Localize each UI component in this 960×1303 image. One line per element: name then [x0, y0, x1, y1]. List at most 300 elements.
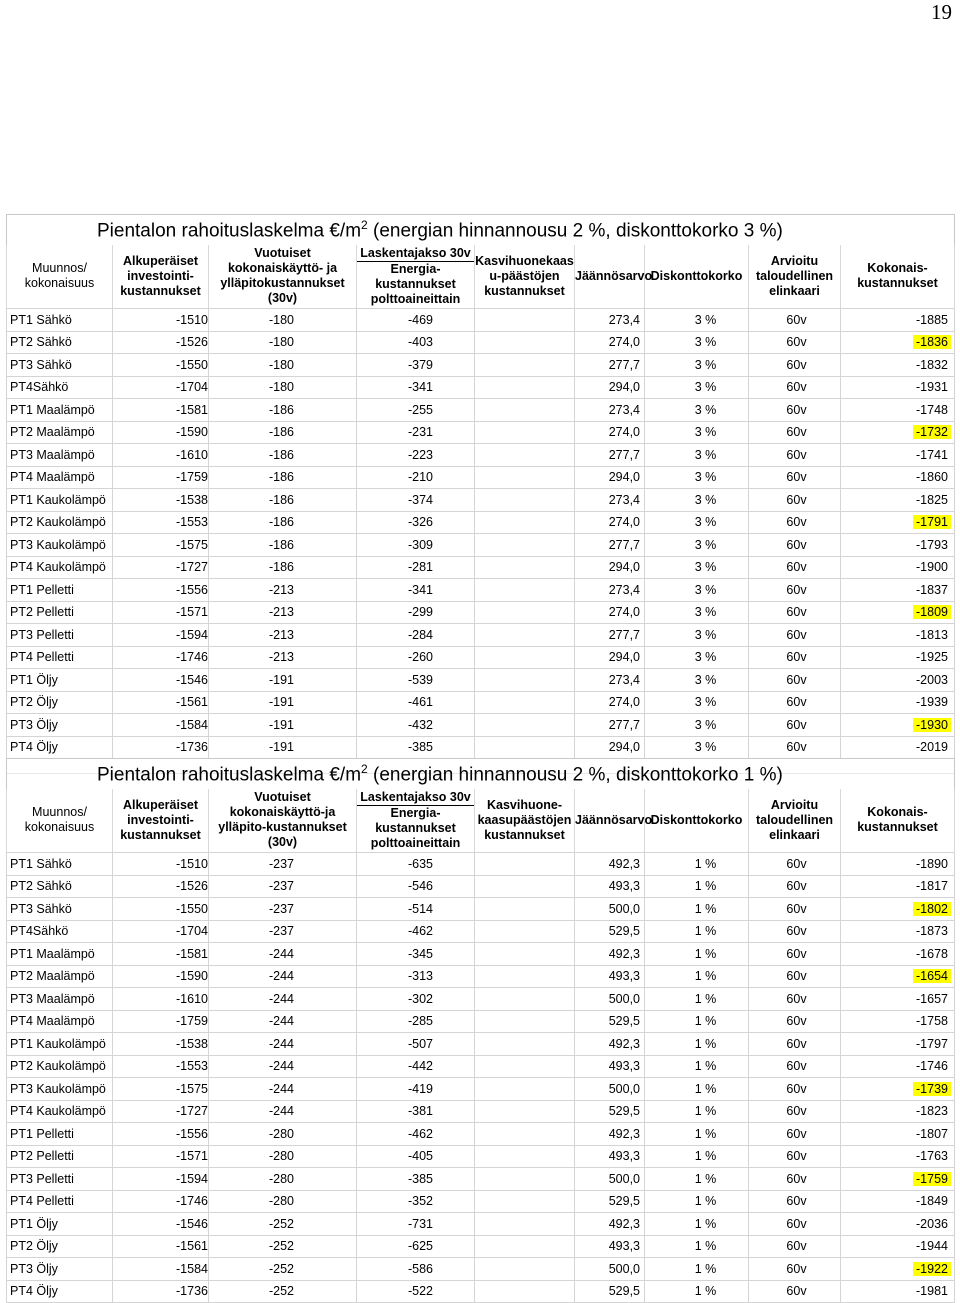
life-value	[749, 399, 841, 422]
annual-value-text: -191	[268, 672, 295, 687]
annual-value	[209, 376, 357, 399]
residual-value-text: 529,5	[608, 1284, 640, 1299]
residual-value	[575, 1145, 645, 1168]
discount-value	[645, 556, 749, 579]
discount-value	[645, 1280, 749, 1303]
annual-value-text: -237	[268, 924, 295, 939]
energy-value-text: -260	[407, 650, 434, 665]
energy-value-text: -522	[407, 1284, 434, 1299]
discount-value-text: 1 %	[694, 1171, 717, 1186]
total-value	[841, 646, 955, 669]
energy-value	[357, 601, 475, 624]
table-row	[7, 624, 955, 647]
row-name	[7, 1123, 113, 1146]
discount-value-text: 3 %	[694, 672, 717, 687]
residual-value	[575, 579, 645, 602]
investment-value	[113, 534, 209, 557]
investment-value	[113, 1055, 209, 1078]
investment-value	[113, 556, 209, 579]
total-value-text: -1860	[916, 470, 948, 485]
residual-value	[575, 1213, 645, 1236]
annual-value-text: -252	[268, 1216, 295, 1231]
discount-value-text: 3 %	[694, 447, 717, 462]
total-value-text: -1944	[916, 1239, 948, 1254]
annual-value-text: -186	[268, 447, 295, 462]
residual-value	[575, 875, 645, 898]
discount-value	[645, 489, 749, 512]
energy-value	[357, 466, 475, 489]
row-name	[7, 421, 113, 444]
row-name	[7, 1033, 113, 1056]
life-value	[749, 601, 841, 624]
investment-value	[113, 1033, 209, 1056]
discount-value	[645, 331, 749, 354]
investment-value	[113, 691, 209, 714]
row-name	[7, 898, 113, 921]
table-row	[7, 421, 955, 444]
investment-value	[113, 1235, 209, 1258]
residual-value	[575, 624, 645, 647]
annual-value-text: -180	[268, 312, 295, 327]
ghg-value	[475, 1078, 575, 1101]
row-name	[7, 376, 113, 399]
annual-value	[209, 556, 357, 579]
row-name-text: PT1 Maalämpö	[10, 402, 95, 417]
row-name	[7, 466, 113, 489]
annual-value-text: -180	[268, 335, 295, 350]
energy-value	[357, 1258, 475, 1281]
residual-value	[575, 444, 645, 467]
energy-value	[357, 399, 475, 422]
header-option: Muunnos/ kokonaisuus	[7, 789, 113, 853]
discount-value	[645, 1100, 749, 1123]
residual-value-text: 529,5	[608, 1104, 640, 1119]
life-value	[749, 534, 841, 557]
ghg-value	[475, 579, 575, 602]
annual-value	[209, 943, 357, 966]
total-value	[841, 988, 955, 1011]
residual-value	[575, 421, 645, 444]
life-value-text: 60v	[786, 1036, 807, 1051]
life-value-text: 60v	[786, 515, 807, 530]
investment-value	[113, 965, 209, 988]
energy-value	[357, 988, 475, 1011]
residual-value	[575, 1168, 645, 1191]
life-value-text: 60v	[786, 1081, 807, 1096]
total-value	[841, 399, 955, 422]
table-row	[7, 331, 955, 354]
row-name	[7, 1010, 113, 1033]
discount-value-text: 3 %	[694, 650, 717, 665]
discount-value-text: 1 %	[694, 1126, 717, 1141]
row-name-text: PT4 Maalämpö	[10, 470, 95, 485]
row-name-text: PT2 Öljy	[10, 1239, 58, 1254]
row-name	[7, 736, 113, 759]
row-name	[7, 1235, 113, 1258]
life-value-text: 60v	[786, 1284, 807, 1299]
annual-value	[209, 511, 357, 534]
row-name-text: PT2 Sähkö	[10, 335, 72, 350]
ghg-value	[475, 1235, 575, 1258]
life-value-text: 60v	[786, 924, 807, 939]
cost-table-discount-1	[6, 758, 955, 1303]
annual-value	[209, 853, 357, 876]
residual-value	[575, 853, 645, 876]
annual-value-text: -252	[268, 1239, 295, 1254]
life-value	[749, 714, 841, 737]
total-value-text: -1925	[916, 650, 948, 665]
header-residual: Jäännösarvo	[575, 789, 645, 853]
energy-value-text: -341	[407, 582, 434, 597]
annual-value	[209, 466, 357, 489]
ghg-value	[475, 943, 575, 966]
table-row	[7, 534, 955, 557]
total-value	[841, 875, 955, 898]
total-value	[841, 853, 955, 876]
row-name-text: PT3 Maalämpö	[10, 447, 95, 462]
discount-value-text: 3 %	[694, 357, 717, 372]
investment-value	[113, 354, 209, 377]
investment-value	[113, 601, 209, 624]
investment-value-text: -1704	[176, 924, 208, 939]
residual-value	[575, 1055, 645, 1078]
life-value-text: 60v	[786, 537, 807, 552]
life-value	[749, 309, 841, 332]
annual-value	[209, 1258, 357, 1281]
life-value	[749, 1213, 841, 1236]
total-value	[841, 920, 955, 943]
energy-value-text: -586	[407, 1261, 434, 1276]
total-value	[841, 669, 955, 692]
discount-value-text: 1 %	[694, 924, 717, 939]
energy-value	[357, 309, 475, 332]
residual-value-text: 273,4	[608, 402, 640, 417]
row-name	[7, 624, 113, 647]
header-annual: Vuotuiset kokonaiskäyttö-ja ylläpito-kustannukset (30v)	[209, 789, 357, 853]
annual-value-text: -191	[268, 695, 295, 710]
total-value	[841, 898, 955, 921]
residual-value	[575, 1190, 645, 1213]
header-ghg: Kasvihuonekaas u-päästöjen kustannukset	[475, 245, 575, 309]
life-value	[749, 556, 841, 579]
row-name-text: PT2 Maalämpö	[10, 425, 95, 440]
ghg-value	[475, 1010, 575, 1033]
row-name-text: PT1 Öljy	[10, 1216, 58, 1231]
row-name-text: PT2 Kaukolämpö	[10, 515, 106, 530]
annual-value-text: -186	[268, 425, 295, 440]
life-value-text: 60v	[786, 1194, 807, 1209]
residual-value	[575, 1078, 645, 1101]
total-value-text: -1890	[916, 856, 948, 871]
residual-value-text: 274,0	[608, 335, 640, 350]
total-value	[841, 1010, 955, 1033]
life-value-text: 60v	[786, 1239, 807, 1254]
energy-value	[357, 1190, 475, 1213]
investment-value-text: -1561	[176, 1239, 208, 1254]
residual-value-text: 294,0	[608, 560, 640, 575]
ghg-value	[475, 354, 575, 377]
residual-value-text: 500,0	[608, 1081, 640, 1096]
energy-value	[357, 444, 475, 467]
ghg-value	[475, 309, 575, 332]
energy-value-text: -385	[407, 1171, 434, 1186]
ghg-value	[475, 1033, 575, 1056]
life-value	[749, 1168, 841, 1191]
table-row	[7, 1100, 955, 1123]
investment-value	[113, 920, 209, 943]
discount-value-text: 1 %	[694, 991, 717, 1006]
discount-value-text: 1 %	[694, 1081, 717, 1096]
table-row	[7, 691, 955, 714]
ghg-value	[475, 601, 575, 624]
investment-value-text: -1550	[176, 901, 208, 916]
residual-value-text: 493,3	[608, 1149, 640, 1164]
total-value	[841, 556, 955, 579]
table-row	[7, 1123, 955, 1146]
investment-value-text: -1590	[176, 425, 208, 440]
life-value-text: 60v	[786, 901, 807, 916]
header-investment: Alkuperäiset investointi-kustannukset	[113, 245, 209, 309]
discount-value-text: 1 %	[694, 901, 717, 916]
annual-value	[209, 1280, 357, 1303]
highlighted-total: -1922	[913, 1262, 951, 1276]
total-value-text: -1885	[916, 312, 948, 327]
energy-value-text: -635	[407, 856, 434, 871]
investment-value-text: -1546	[176, 672, 208, 687]
residual-value-text: 529,5	[608, 1194, 640, 1209]
energy-value	[357, 691, 475, 714]
annual-value	[209, 1010, 357, 1033]
energy-value-text: -462	[407, 1126, 434, 1141]
ghg-value	[475, 421, 575, 444]
row-name	[7, 579, 113, 602]
row-name-text: PT1 Sähkö	[10, 312, 72, 327]
life-value	[749, 853, 841, 876]
discount-value	[645, 466, 749, 489]
annual-value-text: -280	[268, 1149, 295, 1164]
discount-value-text: 1 %	[694, 946, 717, 961]
investment-value	[113, 421, 209, 444]
table-row	[7, 556, 955, 579]
life-value	[749, 1010, 841, 1033]
total-value-text: -1931	[916, 380, 948, 395]
investment-value	[113, 1010, 209, 1033]
annual-value-text: -186	[268, 492, 295, 507]
annual-value-text: -244	[268, 1104, 295, 1119]
row-name	[7, 354, 113, 377]
total-value-text: -2036	[916, 1216, 948, 1231]
annual-value-text: -186	[268, 537, 295, 552]
life-value	[749, 1190, 841, 1213]
annual-value-text: -244	[268, 1059, 295, 1074]
life-value-text: 60v	[786, 879, 807, 894]
life-value	[749, 646, 841, 669]
residual-value-text: 274,0	[608, 425, 640, 440]
energy-value	[357, 898, 475, 921]
annual-value-text: -213	[268, 605, 295, 620]
energy-value	[357, 1213, 475, 1236]
highlighted-total: -1802	[913, 902, 951, 916]
life-value-text: 60v	[786, 740, 807, 755]
residual-value	[575, 965, 645, 988]
annual-value-text: -244	[268, 991, 295, 1006]
header-ghg: Kasvihuone-kaasupäästöjen kustannukset	[475, 789, 575, 853]
annual-value-text: -244	[268, 1036, 295, 1051]
energy-value-text: -625	[407, 1239, 434, 1254]
residual-value	[575, 399, 645, 422]
total-value-text: -1825	[916, 492, 948, 507]
energy-value-text: -462	[407, 924, 434, 939]
annual-value	[209, 1055, 357, 1078]
table-row	[7, 1033, 955, 1056]
row-name-text: PT4 Öljy	[10, 740, 58, 755]
energy-value	[357, 1055, 475, 1078]
investment-value	[113, 669, 209, 692]
discount-value-text: 1 %	[694, 1239, 717, 1254]
annual-value-text: -252	[268, 1284, 295, 1299]
ghg-value	[475, 331, 575, 354]
annual-value-text: -244	[268, 1014, 295, 1029]
row-name-text: PT1 Pelletti	[10, 582, 74, 597]
investment-value-text: -1550	[176, 357, 208, 372]
residual-value-text: 492,3	[608, 1126, 640, 1141]
discount-value-text: 1 %	[694, 856, 717, 871]
life-value-text: 60v	[786, 357, 807, 372]
table-row	[7, 1010, 955, 1033]
total-value	[841, 1123, 955, 1146]
row-name	[7, 853, 113, 876]
discount-value	[645, 714, 749, 737]
investment-value-text: -1538	[176, 1036, 208, 1051]
energy-value	[357, 646, 475, 669]
life-value-text: 60v	[786, 492, 807, 507]
energy-value-text: -442	[407, 1059, 434, 1074]
total-value	[841, 1168, 955, 1191]
investment-value	[113, 399, 209, 422]
total-value	[841, 1055, 955, 1078]
ghg-value	[475, 1145, 575, 1168]
header-energy: Laskentajakso 30v Energia-kustannukset polttoaineittain	[357, 245, 475, 309]
residual-value	[575, 601, 645, 624]
total-value-text: -1758	[916, 1014, 948, 1029]
residual-value	[575, 466, 645, 489]
life-value	[749, 624, 841, 647]
total-value	[841, 1033, 955, 1056]
highlighted-total: -1809	[913, 605, 951, 619]
row-name-text: PT3 Öljy	[10, 1261, 58, 1276]
annual-value-text: -213	[268, 582, 295, 597]
life-value	[749, 1123, 841, 1146]
row-name-text: PT3 Kaukolämpö	[10, 537, 106, 552]
ghg-value	[475, 875, 575, 898]
discount-value	[645, 1010, 749, 1033]
total-value	[841, 1190, 955, 1213]
life-value-text: 60v	[786, 312, 807, 327]
life-value-text: 60v	[786, 425, 807, 440]
header-total: Kokonais-kustannukset	[841, 789, 955, 853]
residual-value	[575, 691, 645, 714]
discount-value-text: 3 %	[694, 537, 717, 552]
ghg-value	[475, 1168, 575, 1191]
energy-value	[357, 511, 475, 534]
investment-value-text: -1759	[176, 1014, 208, 1029]
discount-value-text: 3 %	[694, 492, 717, 507]
energy-value-text: -309	[407, 537, 434, 552]
table-title: Pientalon rahoituslaskelma $€/m^2$ (energian hinnannousu 2 %, diskonttokorko 1 %)	[7, 759, 955, 789]
energy-value-text: -341	[407, 380, 434, 395]
residual-value	[575, 943, 645, 966]
energy-value-text: -403	[407, 335, 434, 350]
annual-value-text: -180	[268, 357, 295, 372]
residual-value	[575, 511, 645, 534]
investment-value	[113, 1078, 209, 1101]
annual-value-text: -213	[268, 650, 295, 665]
life-value-text: 60v	[786, 627, 807, 642]
residual-value-text: 500,0	[608, 991, 640, 1006]
header-discount: Diskonttokorko	[645, 245, 749, 309]
energy-value	[357, 1280, 475, 1303]
row-name-text: PT2 Öljy	[10, 695, 58, 710]
residual-value	[575, 1258, 645, 1281]
life-value	[749, 331, 841, 354]
table-row	[7, 579, 955, 602]
annual-value-text: -186	[268, 560, 295, 575]
ghg-value	[475, 988, 575, 1011]
energy-value-text: -461	[407, 695, 434, 710]
ghg-value	[475, 489, 575, 512]
life-value	[749, 943, 841, 966]
energy-value-text: -546	[407, 879, 434, 894]
residual-value	[575, 669, 645, 692]
annual-value	[209, 534, 357, 557]
life-value-text: 60v	[786, 1059, 807, 1074]
discount-value	[645, 965, 749, 988]
residual-value	[575, 988, 645, 1011]
investment-value	[113, 1123, 209, 1146]
total-value	[841, 534, 955, 557]
table-row	[7, 601, 955, 624]
annual-value-text: -191	[268, 740, 295, 755]
total-value	[841, 965, 955, 988]
highlighted-total: -1930	[913, 718, 951, 732]
energy-value	[357, 354, 475, 377]
annual-value	[209, 1100, 357, 1123]
life-value-text: 60v	[786, 1149, 807, 1164]
row-name-text: PT1 Kaukolämpö	[10, 1036, 106, 1051]
residual-value-text: 493,3	[608, 1239, 640, 1254]
table-row	[7, 898, 955, 921]
ghg-value	[475, 1258, 575, 1281]
total-value-text: -1823	[916, 1104, 948, 1119]
life-value	[749, 1033, 841, 1056]
total-value	[841, 1100, 955, 1123]
discount-value	[645, 399, 749, 422]
table-row	[7, 646, 955, 669]
table-body	[7, 853, 955, 1303]
residual-value	[575, 1100, 645, 1123]
investment-value-text: -1553	[176, 1059, 208, 1074]
discount-value-text: 1 %	[694, 1261, 717, 1276]
energy-value	[357, 1235, 475, 1258]
life-value	[749, 376, 841, 399]
residual-value	[575, 534, 645, 557]
life-value-text: 60v	[786, 447, 807, 462]
investment-value	[113, 466, 209, 489]
residual-value	[575, 376, 645, 399]
row-name	[7, 988, 113, 1011]
residual-value-text: 294,0	[608, 380, 640, 395]
total-value-text: -1807	[916, 1126, 948, 1141]
